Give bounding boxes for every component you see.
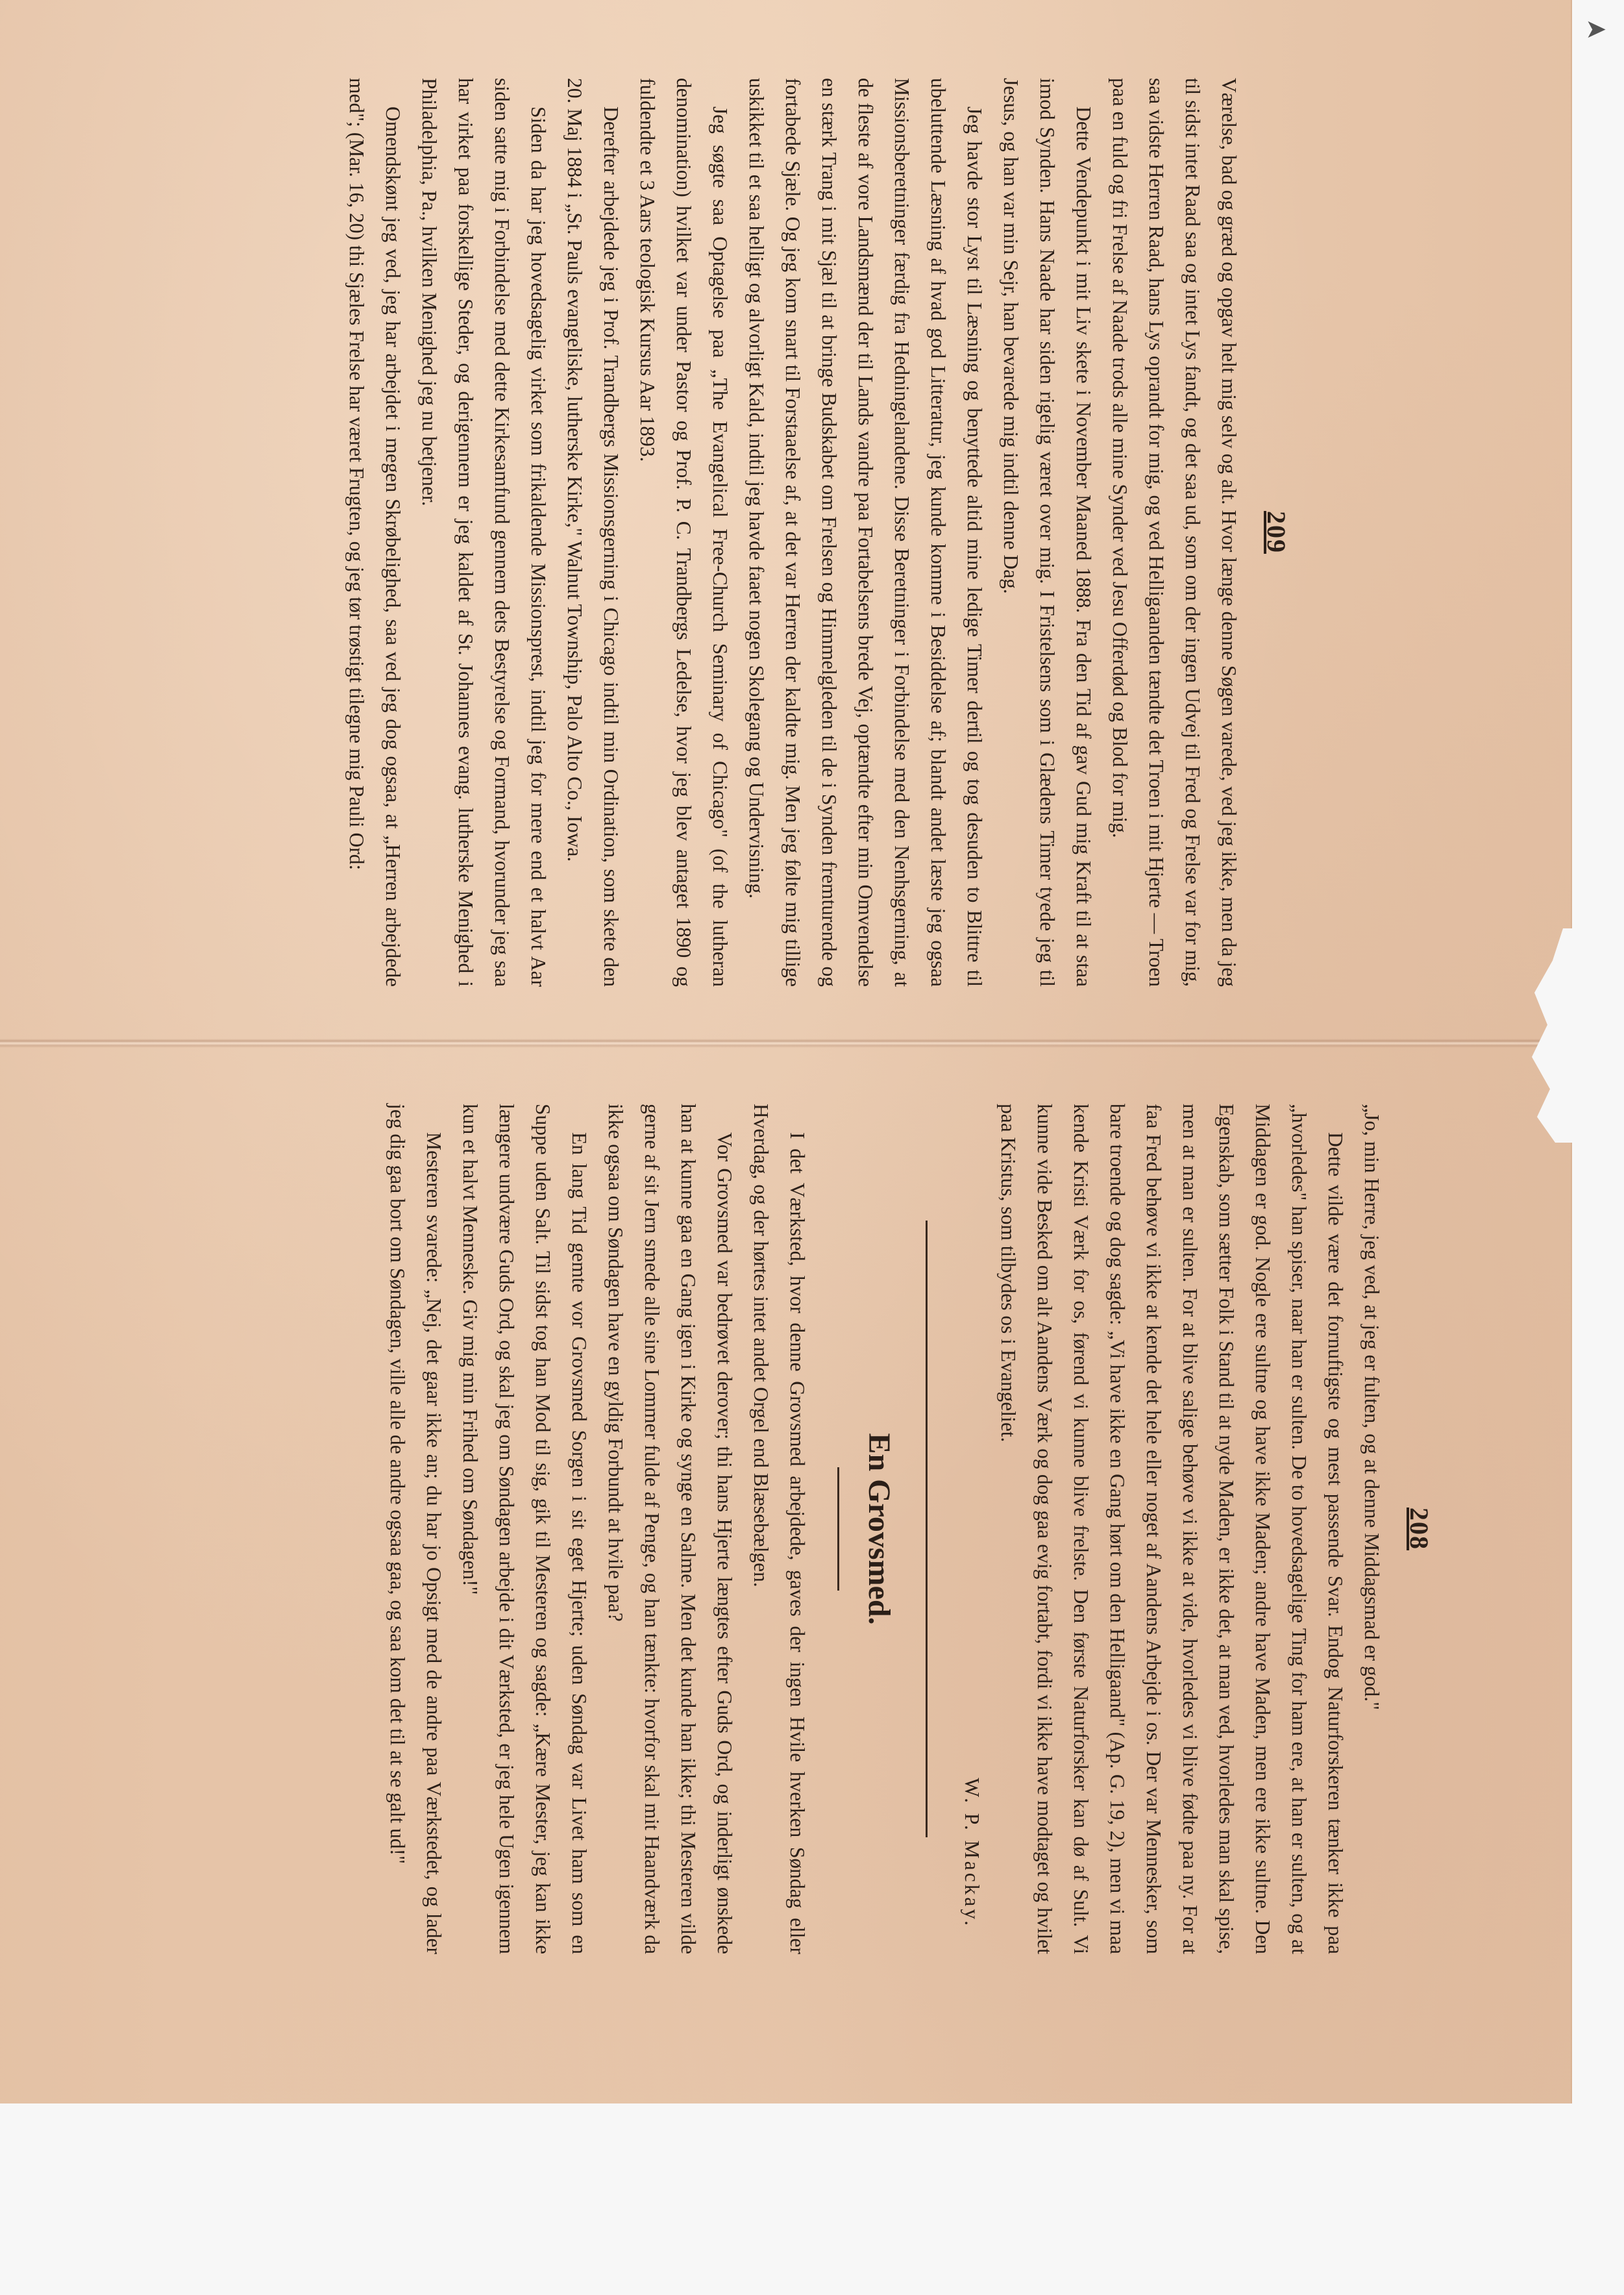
fold-line <box>0 1039 1571 1048</box>
title-underline <box>837 1467 839 1591</box>
author-signature: W. P. Mackay. <box>961 1778 983 1928</box>
paragraph: Derefter arbejdede jeg i Prof. Trandbergs Missionsgerning i Chicago indtil min Ordination, som skete den 20. Maj 1884 i „St. Pauls evangeliske, lutherske Kirke," Walnut Township, Palo Alto Co., Iowa. <box>563 78 622 987</box>
section-divider <box>926 1221 928 1837</box>
article-title: En Grovsmed. <box>862 1433 896 1625</box>
paragraph: „Jo, min Herre, jeg ved, at jeg er fulten, og at denne Middagsmad er god." <box>1360 1104 1383 1710</box>
page-number: 208 <box>1405 1507 1434 1550</box>
paragraph: Dette vilde være det fornuftigste og mest passende Svar. Endog Naturforskeren tænker ikke paa „hvorledes" han spiser, naar han er sulten. De to hovedsagelige Ting for ham ere, at han er sulten, og at Middagen er god. Nogle ere sultne og have ikke Maden; andre have Maden, men ere ikke sultne. Den Egenskab, som sætter Folk i Stand til at nyde Maden, er ikke det, at man ved, hvorledes man skal spise, men at man er sulten. For at blive salige behøve vi ikke at vide, hvorledes vi blive fødte paa ny. For at faa Fred behøve vi ikke at kende det hele eller noget af Aandens Arbejde i os. Der var Mennesker, som bare troende og dog sagde: „Vi have ikke en Gang hørt om den Helligaand" (Ap. G. 19, 2), men vi maa kende Kristi Værk for os, førend vi kunne blive frelste. Den første Naturforsker kan dø af Sult. Vi kunne vide Besked om alt Aandens Værk og dog gaa evig fortabt, fordi vi ikke have modtaget og hvilet paa Kristus, som tilbydes os i Evangeliet. <box>997 1104 1347 1954</box>
paragraph: Omendskønt jeg ved, jeg har arbejdet i megen Skrøbelighed, saa ved jeg dog ogsaa, at „Herren arbejdede med"; (Mar. 16, 20) thi Sjæles Frelse har været Frugten, og jeg tør trøstigt tilegne mig Pauli Ord: <box>345 78 404 987</box>
paragraph: Jeg havde stor Lyst til Læsning og benyttede altid mine ledige Timer dertil og tog desuden to Blittre til ubeluttende Læsning af hvad god Litteratur, jeg kunde komme i Besiddelse af; blandt andet læste jeg ogsaa Missionsberetninger færdig fra Hedningelandene. Disse Beretninger i Forbindelse med den Nenhsgerning, at de fleste af vore Landsmænd der til Lands vandre paa Fortabelsens brede Vej, optændte efter min Omvendelse en stærk Trang i mit Sjæl til at bringe Budskabet om Frelsen og Himmelgleden til de i Synden fremturende og fortabede Sjæle. Og jeg kom snart til Forstaaelse af, at det var Herren der kaldte mig. Men jeg følte mig tillige uskikket til et saa helligt og alvorligt Kald, indtil jeg havde faaet nogen Skolegang og Undervisning. <box>745 78 986 987</box>
page-number: 209 <box>1262 511 1291 554</box>
paragraph: Dette Vendepunkt i mit Liv skete i November Maaned 1888. Fra den Tid af gav Gud mig Kraft til at staa imod Synden. Hans Naade har siden rigelig været over mig. I Fristelsens som i Glædens Timer tyede jeg til Jesus, og han var min Sejr, han bevarede mig indtil denne Dag. <box>1000 78 1095 987</box>
paragraph: Værelse, bad og græd og opgav helt mig selv og alt. Hvor længe denne Søgen varede, ved jeg ikke, men da jeg til sidst intet Raad saa og intet Lys fandt, og det saa ud, som om der ingen Udvej til Fred og Frelse var for mig, saa vidste Herren Raad, hans Lys oprandt for mig, og ved Helligaanden tændte det Troen i mit Hjerte — Troen paa en fuld og fri Frelse af Naade trods alle mine Synder ved Jesu Offerdød og Blod for mig. <box>1109 78 1240 987</box>
paragraph: Jeg søgte saa Optagelse paa „The Evangelical Free-Church Seminary of Chicago" (of the lutheran denomination) hvilket var under Pastor og Prof. P. C. Trandbergs Ledelse, hvor jeg blev antaget 1890 og fuldendte et 3 Aars teologisk Kursus Aar 1893. <box>636 78 732 987</box>
paragraph: Mesteren svarede: „Nej, det gaar ikke an; du har jo Opsigt med de andre paa Værkstedet, og lader jeg dig gaa bort om Søndagen, ville alle de andre ogsaa gaa, og saa kom det til at se galt ud!" <box>386 1104 445 1954</box>
lower-page <box>123 1104 1434 1954</box>
cursor-arrow-icon: ➤ <box>1585 14 1607 44</box>
upper-page <box>110 78 1292 987</box>
paragraph: Vor Grovsmed var bedrøvet derover; thi hans Hjerte længtes efter Guds Ord, og inderligt ønskede han at kunne gaa en Gang igen i Kirke og synge en Salme. Men det kunde han ikke; thi Mesteren vilde gerne af sit Jern smede alle sine Lommer fulde af Penge, og han tænkte: hvorfor skal mit Haandværk da ikke ogsaa om Søndagen have en gyldig Forbundt at hvile paa? <box>604 1104 736 1954</box>
paragraph: En lang Tid gemte vor Grovsmed Sorgen i sit eget Hjerte; uden Søndag var Livet ham som en Suppe uden Salt. Til sidst tog han Mod til sig, gik til Mesteren og sagde: „Kære Mester, jeg kan ikke længere undvære Guds Ord, og skal jeg om Søndagen arbejde i dit Værksted, er jeg hele Ugen igennem kun et halvt Menneske. Giv mig min Frihed om Søndagen!" <box>459 1104 591 1954</box>
paragraph: I det Værksted, hvor denne Grovsmed arbejdede, gaves der ingen Hvile hverken Søndag eller Hverdag, og der hørtes intet andet Orgel end Blæsebælgen. <box>750 1104 809 1954</box>
paragraph: Siden da har jeg hovedsagelig virket som frikaldende Missionsprest, indtil jeg for mere end et halvt Aar siden satte mig i Forbindelse med dette Kirkesamfund gennem dets Bestyrelse og Formand, hvorunder jeg saa har virket paa forskellige Steder, og derigennem er jeg kaldet af St. Johannes evang. lutherske Menighed i Philadelphia, Pa., hvilken Menighed jeg nu betjener. <box>418 78 550 987</box>
